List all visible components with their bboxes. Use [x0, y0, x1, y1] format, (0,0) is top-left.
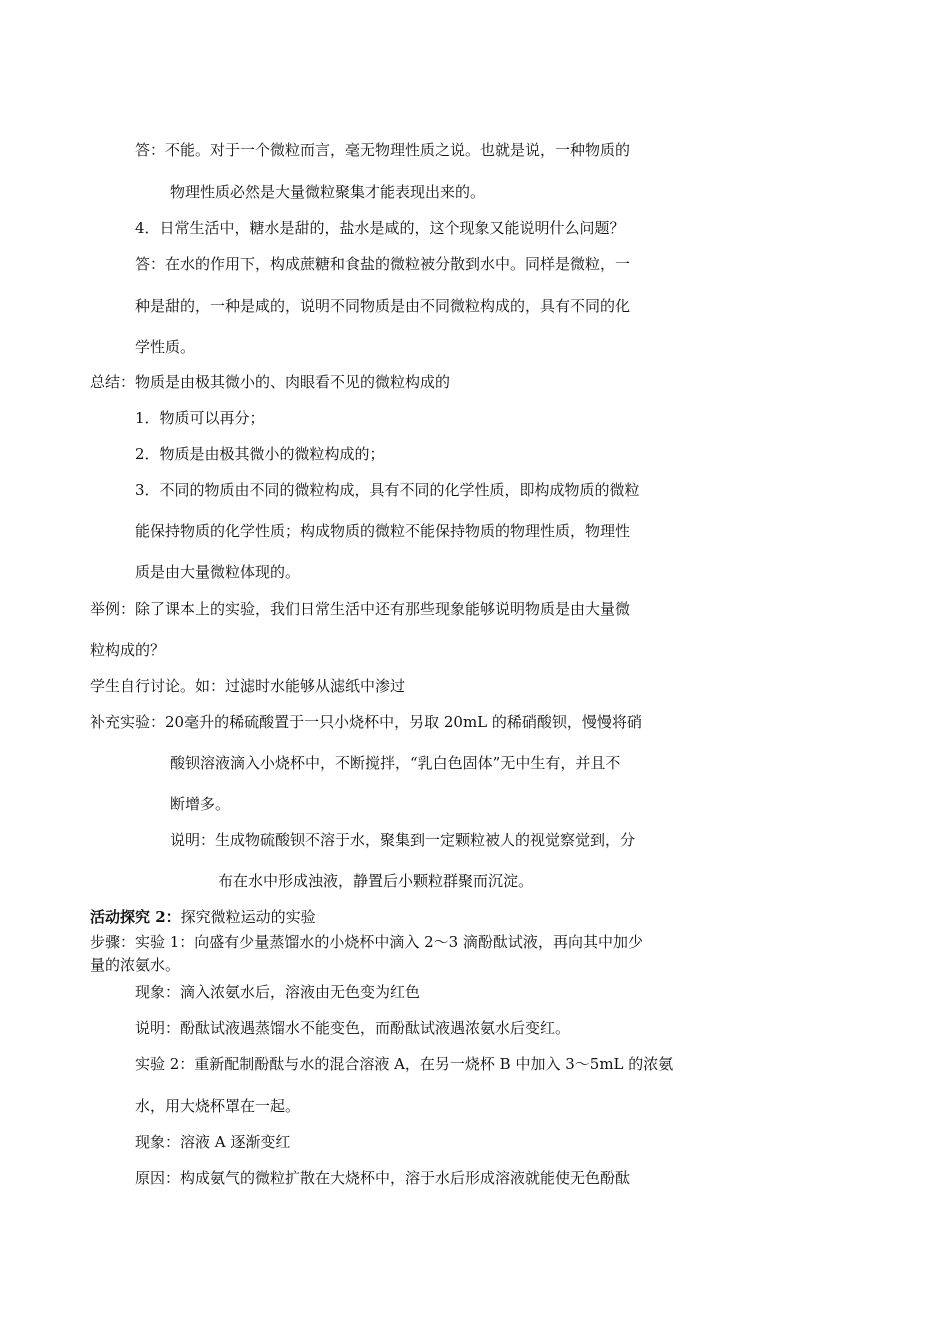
experiment-2: 实验 2：重新配制酚酞与水的混合溶液 A，在另一烧杯 B 中加入 3～5mL 的浓氨 [135, 1055, 674, 1073]
answer-continuation: 物理性质必然是大量微粒聚集才能表现出来的。 [170, 183, 486, 201]
summary-heading: 总结：物质是由极其微小的、肉眼看不见的微粒构成的 [90, 373, 451, 391]
question-4: 4．日常生活中，糖水是甜的，盐水是咸的，这个现象又能说明什么问题？ [135, 219, 625, 237]
answer-continuation: 学性质。 [135, 338, 196, 356]
supplementary-experiment-cont: 酸钡溶液滴入小烧杯中，不断搅拌，“乳白色固体”无中生有，并且不 [170, 754, 621, 772]
explanation-cont: 布在水中形成浊液，静置后小颗粒群聚而沉淀。 [218, 872, 534, 890]
summary-item-2: 2．物质是由极其微小的微粒构成的； [135, 445, 385, 463]
example-paragraph-cont: 粒构成的？ [90, 641, 166, 659]
explanation-line: 说明：生成物硫酸钡不溶于水，聚集到一定颗粒被人的视觉察觉到，分 [170, 831, 636, 849]
summary-item-3-cont: 能保持物质的化学性质；构成物质的微粒不能保持物质的物理性质，物理性 [135, 522, 631, 540]
answer-line: 答：不能。对于一个微粒而言，毫无物理性质之说。也就是说，一种物质的 [135, 141, 631, 159]
activity-title: 探究微粒运动的实验 [180, 908, 316, 926]
phenomenon-2: 现象：溶液 A 逐渐变红 [135, 1133, 291, 1151]
reason-line: 原因：构成氨气的微粒扩散在大烧杯中，溶于水后形成溶液就能使无色酚酞 [135, 1169, 631, 1187]
summary-item-3: 3．不同的物质由不同的微粒构成，具有不同的化学性质，即构成物质的微粒 [135, 481, 640, 499]
activity-heading [90, 907, 316, 927]
answer-line: 答：在水的作用下，构成蔗糖和食盐的微粒被分散到水中。同样是微粒，一 [135, 255, 631, 273]
discussion-paragraph: 学生自行讨论。如：过滤时水能够从滤纸中渗过 [90, 677, 406, 695]
summary-item-1: 1．物质可以再分； [135, 409, 265, 427]
explanation-1: 说明：酚酞试液遇蒸馏水不能变色，而酚酞试液遇浓氨水后变红。 [135, 1019, 571, 1037]
experiment-2-cont: 水，用大烧杯罩在一起。 [135, 1097, 301, 1115]
supplementary-experiment-cont: 断增多。 [170, 795, 231, 813]
summary-item-3-cont: 质是由大量微粒体现的。 [135, 563, 301, 581]
supplementary-experiment: 补充实验：20毫升的稀硫酸置于一只小烧杯中，另取 20mL 的稀硝酸钡，慢慢将硝 [90, 713, 642, 731]
steps-line-cont: 量的浓氨水。 [90, 956, 181, 974]
activity-label: 活动探究 2： [90, 908, 181, 926]
steps-line: 步骤：实验 1：向盛有少量蒸馏水的小烧杯中滴入 2～3 滴酚酞试液，再向其中加少 [90, 933, 643, 951]
answer-continuation: 种是甜的，一种是咸的，说明不同物质是由不同微粒构成的，具有不同的化 [135, 297, 631, 315]
example-paragraph: 举例：除了课本上的实验，我们日常生活中还有那些现象能够说明物质是由大量微 [90, 600, 631, 618]
phenomenon-1: 现象：滴入浓氨水后，溶液由无色变为红色 [135, 983, 421, 1001]
